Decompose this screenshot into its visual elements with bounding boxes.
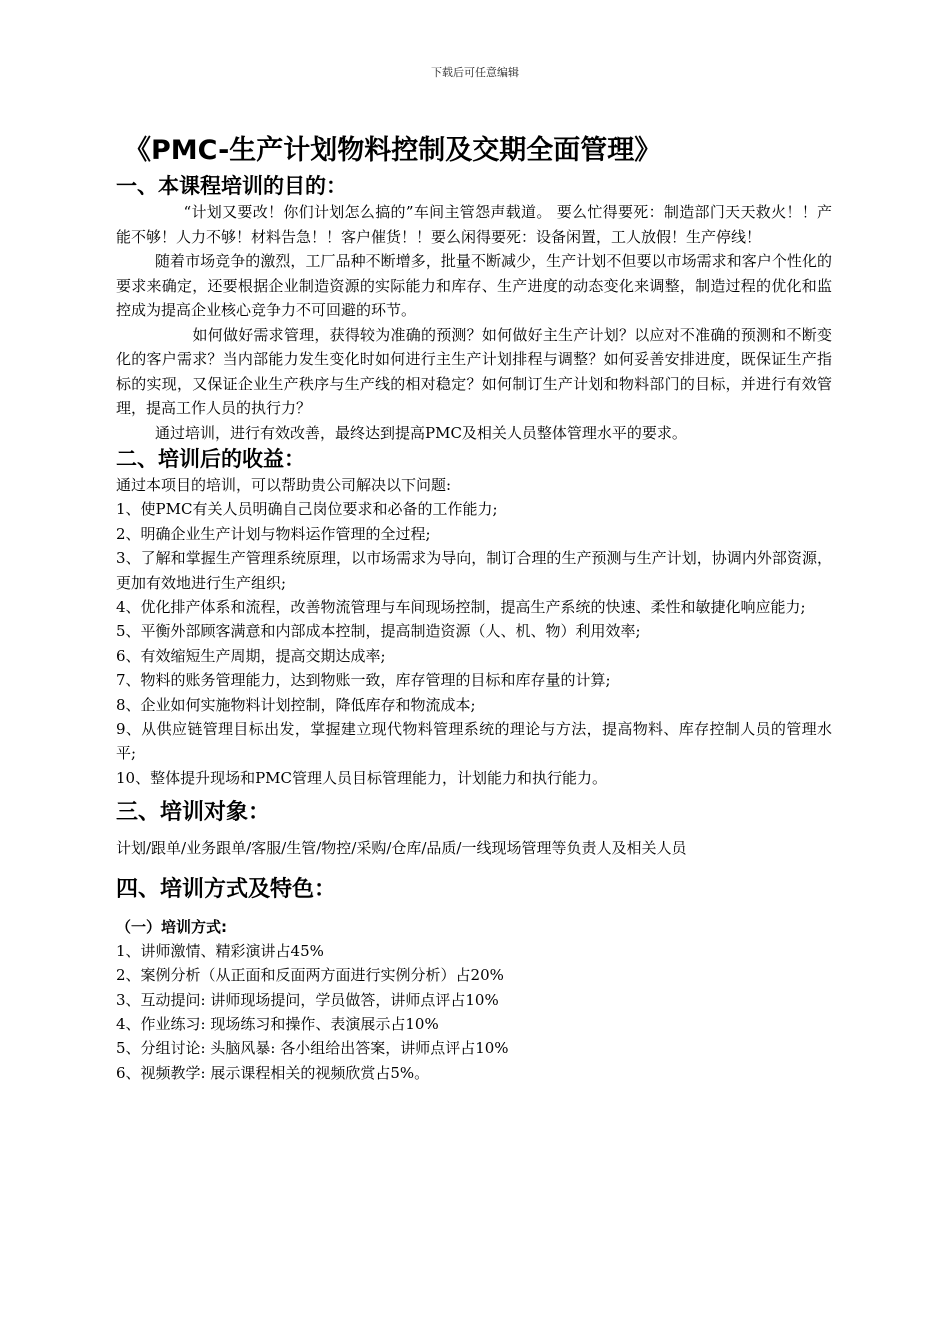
document-body [116, 172, 832, 1085]
section-method [116, 875, 832, 1085]
list-item: 5、平衡外部顾客满意和内部成本控制，提高制造资源（人、机、物）利用效率; [116, 622, 641, 641]
section-benefits [116, 445, 832, 790]
header-note: 下载后可任意编辑 [431, 66, 519, 79]
list-item: 4、作业练习: 现场练习和操作、表演展示占10% [116, 1015, 439, 1033]
method-list [116, 939, 832, 1085]
section-heading-method: 四、培训方式及特色： [116, 876, 337, 902]
list-item: 6、视频教学: 展示课程相关的视频欣赏占5%。 [116, 1063, 430, 1082]
purpose-paragraph-3: 如何做好需求管理，获得较为准确的预测？如何做好主生产计划？以应对不准确的预测和不断变化的客户需求？当内部能力发生变化时如何进行主生产计划排程与调整？如何妥善安排进度，既保证生产指标的实现，又保证企业生产秩序与生产线的相对稳定？如何制订生产计划和物料部门的目标，并进行有效管理，提高工作人员的执行力？ [116, 325, 832, 417]
list-item: 3、了解和掌握生产管理系统原理，以市场需求为导向，制订合理的生产预测与生产计划，协调内外部资源，更加有效地进行生产组织; [116, 549, 832, 592]
document-title: 《PMC-生产计划物料控制及交期全面管理》 [124, 135, 662, 166]
section-heading-audience: 三、培训对象： [116, 800, 271, 826]
purpose-paragraph-2: 随着市场竞争的激烈，工厂品种不断增多，批量不断减少，生产计划不但要以市场需求和客户个性化的要求来确定，还要根据企业制造资源的实际能力和库存、生产进度的动态变化来调整，制造过程的优化和监控成为提高企业核心竞争力不可回避的环节。 [116, 252, 832, 319]
list-item: 7、物料的账务管理能力，达到物账一致，库存管理的目标和库存量的计算; [116, 671, 611, 690]
list-item: 9、从供应链管理目标出发，掌握建立现代物料管理系统的理论与方法，提高物料、库存控制人员的管理水平; [116, 720, 832, 763]
section-heading-benefits: 二、培训后的收益： [116, 447, 305, 471]
benefits-list [116, 473, 832, 790]
list-item: 2、案例分析（从正面和反面两方面进行实例分析）占20% [116, 966, 504, 985]
list-item: 8、企业如何实施物料计划控制，降低库存和物流成本; [116, 695, 476, 714]
benefits-intro: 通过本项目的培训，可以帮助贵公司解决以下问题: [116, 476, 452, 494]
section-audience [116, 798, 832, 861]
purpose-paragraph-1: “计划又要改！你们计划怎么搞的”车间主管怨声载道。 要么忙得要死：制造部门天天救火！！产能不够！人力不够！材料告急！！客户催货！！要么闲得要死：设备闲置，工人放假！生产停线！ [116, 203, 832, 246]
list-item: 3、互动提问: 讲师现场提问，学员做答，讲师点评占10% [116, 990, 499, 1009]
list-item: 4、优化排产体系和流程，改善物流管理与车间现场控制，提高生产系统的快速、柔性和敏捷化响应能力; [116, 598, 806, 617]
list-item: 6、有效缩短生产周期，提高交期达成率; [116, 646, 386, 665]
list-item: 1、使PMC有关人员明确自己岗位要求和必备的工作能力; [116, 500, 498, 519]
list-item: 5、分组讨论: 头脑风暴: 各小组给出答案，讲师点评占10% [116, 1039, 509, 1058]
section-heading-purpose: 一、本课程培训的目的： [116, 174, 347, 198]
section-purpose [116, 172, 832, 445]
audience-text: 计划/跟单/业务跟单/客服/生管/物控/采购/仓库/品质/一线现场管理等负责人及相关人员 [116, 839, 687, 858]
method-subheading: （一）培训方式: [116, 917, 227, 936]
list-item: 10、整体提升现场和PMC管理人员目标管理能力，计划能力和执行能力。 [116, 768, 608, 787]
purpose-paragraph-4: 通过培训，进行有效改善，最终达到提高PMC及相关人员整体管理水平的要求。 [155, 423, 687, 442]
list-item: 2、明确企业生产计划与物料运作管理的全过程; [116, 524, 431, 543]
list-item: 1、讲师激情、精彩演讲占45% [116, 941, 324, 960]
